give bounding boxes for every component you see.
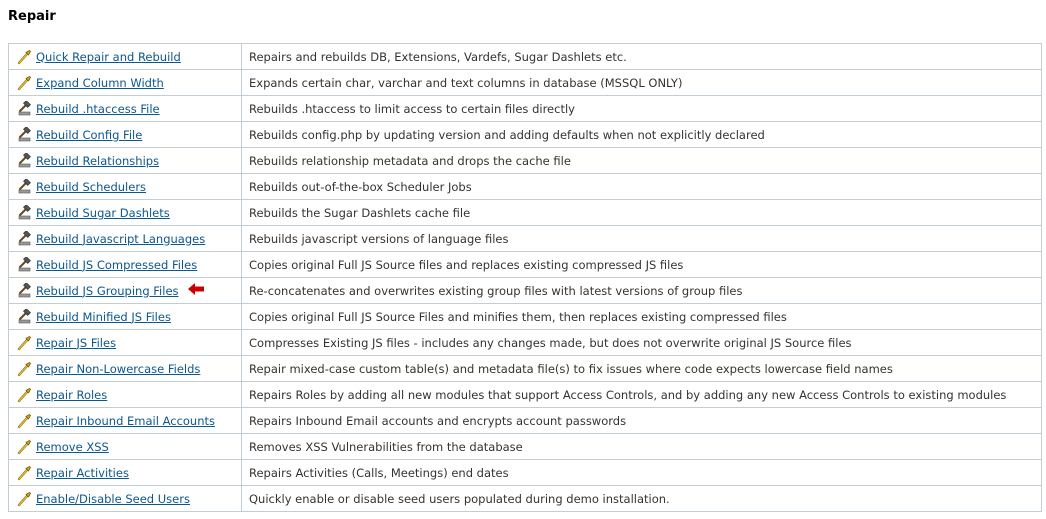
repair-action-cell xyxy=(9,174,242,200)
hammer-icon xyxy=(16,309,32,325)
hammer-icon xyxy=(16,101,32,117)
repair-action-cell xyxy=(9,44,242,70)
wrench-icon xyxy=(16,335,32,351)
repair-description: Re-concatenates and overwrites existing group files with latest versions of group files xyxy=(242,278,1041,304)
repair-action-cell xyxy=(9,382,242,408)
table-row xyxy=(9,252,1041,278)
table-row xyxy=(9,226,1041,252)
table-row xyxy=(9,96,1041,122)
table-row xyxy=(9,330,1041,356)
repair-action-cell xyxy=(9,148,242,174)
repair-description: Compresses Existing JS files - includes any changes made, but does not overwrite original JS Source files xyxy=(242,330,1041,356)
repair-link-rebuild-javascript-languages[interactable]: Rebuild Javascript Languages xyxy=(36,231,206,246)
hammer-icon xyxy=(16,127,32,143)
repair-description: Rebuilds config.php by updating version and adding defaults when not explicitly declared xyxy=(242,122,1041,148)
repair-link-repair-roles[interactable]: Repair Roles xyxy=(36,387,108,402)
repair-description: Rebuilds out-of-the-box Scheduler Jobs xyxy=(242,174,1041,200)
wrench-icon xyxy=(16,439,32,455)
repair-link-rebuild-config-file[interactable]: Rebuild Config File xyxy=(36,127,143,142)
repair-description: Rebuilds javascript versions of language files xyxy=(242,226,1041,252)
repair-description: Repairs and rebuilds DB, Extensions, Vardefs, Sugar Dashlets etc. xyxy=(242,44,1041,70)
table-row xyxy=(9,148,1041,174)
repair-action-cell xyxy=(9,330,242,356)
repair-action-cell xyxy=(9,122,242,148)
hammer-icon xyxy=(16,205,32,221)
repair-link-rebuild-htaccess-file[interactable]: Rebuild .htaccess File xyxy=(36,101,160,116)
repair-table-body xyxy=(9,44,1041,511)
table-row xyxy=(9,486,1041,511)
repair-link-rebuild-relationships[interactable]: Rebuild Relationships xyxy=(36,153,160,168)
repair-action-cell xyxy=(9,304,242,330)
wrench-icon xyxy=(16,361,32,377)
hammer-icon xyxy=(16,257,32,273)
repair-description: Expands certain char, varchar and text columns in database (MSSQL ONLY) xyxy=(242,70,1041,96)
repair-action-cell xyxy=(9,434,242,460)
table-row xyxy=(9,278,1041,304)
repair-table xyxy=(8,43,1042,512)
repair-link-rebuild-js-grouping-files[interactable]: Rebuild JS Grouping Files xyxy=(36,283,179,298)
table-row xyxy=(9,122,1041,148)
repair-action-cell xyxy=(9,408,242,434)
table-row xyxy=(9,408,1041,434)
repair-action-cell xyxy=(9,252,242,278)
repair-description: Removes XSS Vulnerabilities from the database xyxy=(242,434,1041,460)
wrench-icon xyxy=(16,49,32,65)
table-row xyxy=(9,174,1041,200)
repair-action-cell xyxy=(9,96,242,122)
repair-action-cell xyxy=(9,356,242,382)
repair-link-expand-column-width[interactable]: Expand Column Width xyxy=(36,75,164,90)
repair-action-cell xyxy=(9,486,242,511)
repair-description: Rebuilds .htaccess to limit access to certain files directly xyxy=(242,96,1041,122)
repair-link-rebuild-schedulers[interactable]: Rebuild Schedulers xyxy=(36,179,147,194)
repair-action-cell xyxy=(9,70,242,96)
table-row xyxy=(9,460,1041,486)
repair-description: Repair mixed-case custom table(s) and metadata file(s) to fix issues where code expects lowercase field names xyxy=(242,356,1041,382)
repair-link-remove-xss[interactable]: Remove XSS xyxy=(36,439,109,454)
red-arrow-icon xyxy=(188,283,204,298)
repair-link-repair-inbound-email-accounts[interactable]: Repair Inbound Email Accounts xyxy=(36,413,216,428)
wrench-icon xyxy=(16,387,32,403)
wrench-icon xyxy=(16,465,32,481)
hammer-icon xyxy=(16,153,32,169)
repair-description: Rebuilds the Sugar Dashlets cache file xyxy=(242,200,1041,226)
repair-link-quick-repair-and-rebuild[interactable]: Quick Repair and Rebuild xyxy=(36,49,181,64)
table-row xyxy=(9,434,1041,460)
repair-link-rebuild-minified-js-files[interactable]: Rebuild Minified JS Files xyxy=(36,309,171,324)
repair-action-cell xyxy=(9,200,242,226)
repair-description: Rebuilds relationship metadata and drops the cache file xyxy=(242,148,1041,174)
repair-action-cell xyxy=(9,226,242,252)
repair-link-repair-js-files[interactable]: Repair JS Files xyxy=(36,335,117,350)
page-title: Repair xyxy=(8,9,56,24)
repair-link-enable-disable-seed-users[interactable]: Enable/Disable Seed Users xyxy=(36,491,190,506)
table-row xyxy=(9,356,1041,382)
table-row xyxy=(9,200,1041,226)
repair-link-repair-non-lowercase-fields[interactable]: Repair Non-Lowercase Fields xyxy=(36,361,201,376)
repair-link-repair-activities[interactable]: Repair Activities xyxy=(36,465,129,480)
table-row xyxy=(9,304,1041,330)
repair-description: Repairs Activities (Calls, Meetings) end dates xyxy=(242,460,1041,486)
table-row xyxy=(9,382,1041,408)
hammer-icon xyxy=(16,231,32,247)
hammer-icon xyxy=(16,283,32,299)
wrench-icon xyxy=(16,413,32,429)
table-row xyxy=(9,44,1041,70)
wrench-icon xyxy=(16,491,32,507)
repair-description: Copies original Full JS Source files and replaces existing compressed JS files xyxy=(242,252,1041,278)
repair-description: Repairs Inbound Email accounts and encrypts account passwords xyxy=(242,408,1041,434)
repair-link-rebuild-sugar-dashlets[interactable]: Rebuild Sugar Dashlets xyxy=(36,205,170,220)
repair-description: Copies original Full JS Source Files and minifies them, then replaces existing compressed files xyxy=(242,304,1041,330)
repair-action-cell xyxy=(9,278,242,304)
repair-action-cell xyxy=(9,460,242,486)
repair-link-rebuild-js-compressed-files[interactable]: Rebuild JS Compressed Files xyxy=(36,257,198,272)
hammer-icon xyxy=(16,179,32,195)
table-row xyxy=(9,70,1041,96)
wrench-icon xyxy=(16,75,32,91)
repair-description: Repairs Roles by adding all new modules that support Access Controls, and by adding any new Access Controls to existing modules xyxy=(242,382,1041,408)
repair-description: Quickly enable or disable seed users populated during demo installation. xyxy=(249,491,670,506)
